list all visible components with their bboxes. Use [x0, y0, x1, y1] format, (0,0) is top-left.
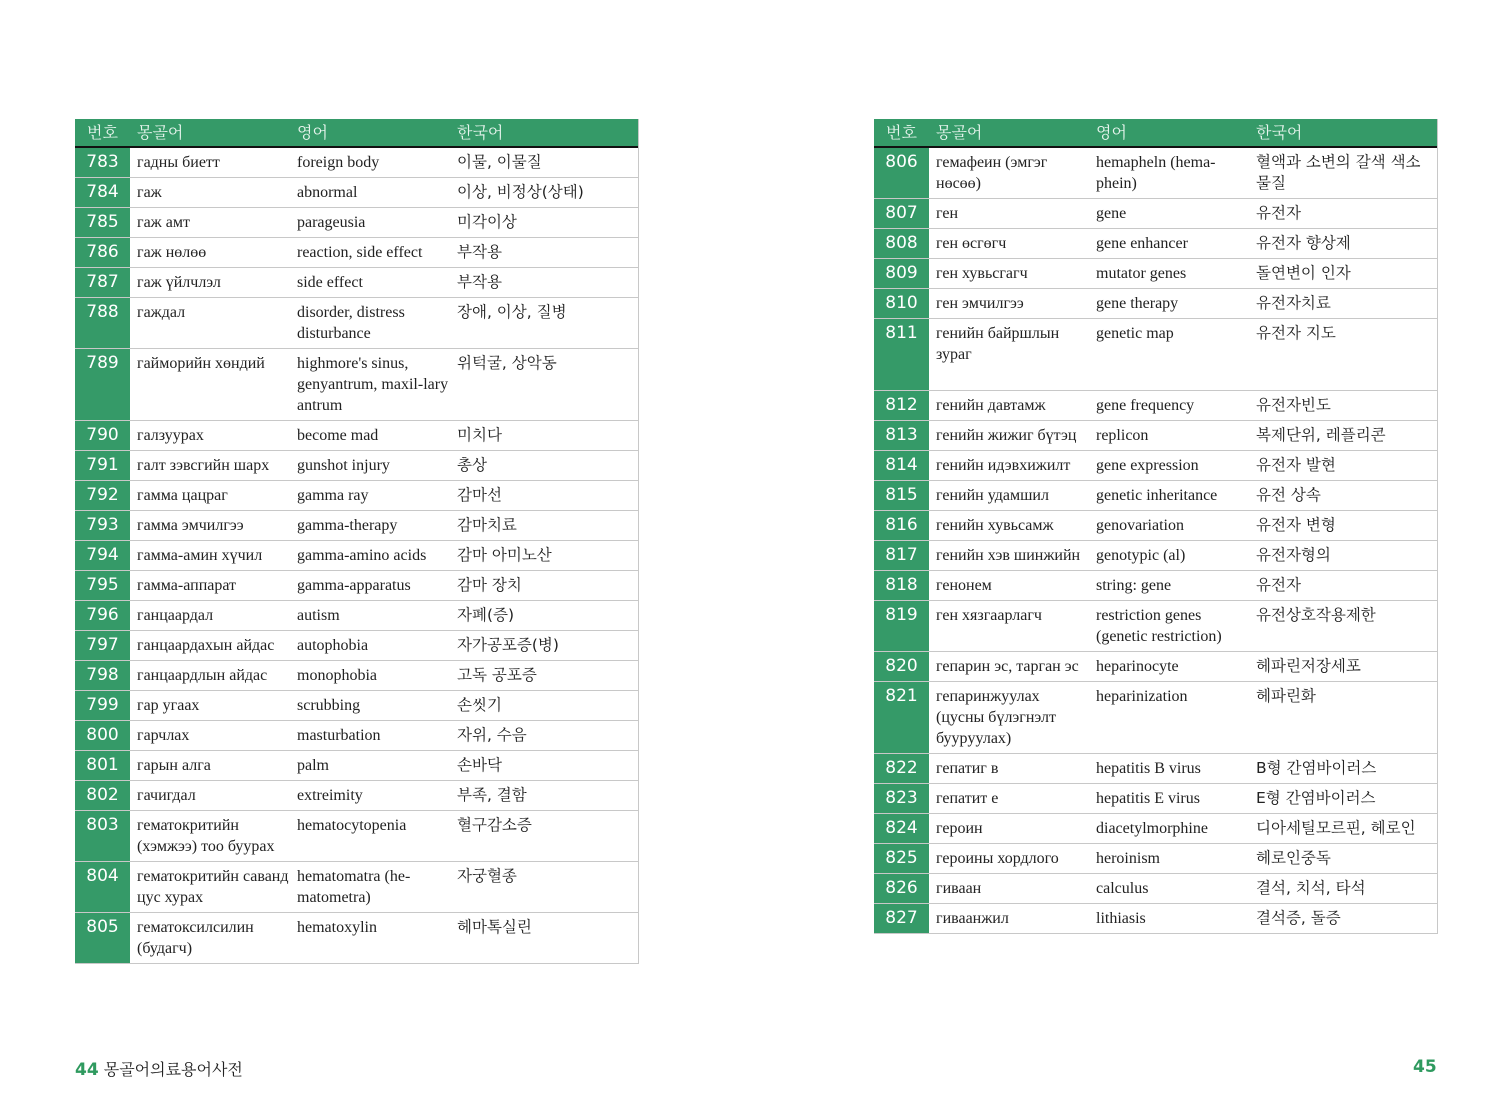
- table-row: [75, 541, 638, 571]
- table-row: [874, 451, 1437, 481]
- korean-term: 유전자형의: [1256, 546, 1331, 564]
- english-term: hepatitis E virus: [1096, 790, 1200, 807]
- korean-term: 디아세틸모르핀, 헤로인: [1256, 819, 1416, 837]
- english-term: gene enhancer: [1096, 235, 1188, 252]
- korean-term: 유전자빈도: [1256, 396, 1331, 414]
- english-term: masturbation: [297, 727, 381, 744]
- table-row: [75, 913, 638, 964]
- mongolian-term: генийн хэв шинжийн: [936, 547, 1081, 564]
- korean-term: 손씻기: [457, 696, 502, 714]
- mongolian-term: героин: [936, 820, 983, 837]
- entry-number: 813: [874, 421, 930, 450]
- korean-term: 유전 상속: [1256, 486, 1321, 504]
- english-term: hematocytopenia: [297, 817, 407, 834]
- entry-number: 784: [75, 178, 131, 207]
- mongolian-term: ганцаардал: [137, 607, 214, 624]
- korean-term: 이물, 이물질: [457, 153, 542, 171]
- entry-number: 820: [874, 652, 930, 681]
- mongolian-term: гарын алга: [137, 757, 211, 774]
- entry-number: 810: [874, 289, 930, 318]
- english-term: gene expression: [1096, 457, 1199, 474]
- entry-number: 793: [75, 511, 131, 540]
- mongolian-term: гамма-аппарат: [137, 577, 237, 594]
- entry-number: 790: [75, 421, 131, 450]
- korean-term: 헤마톡실린: [457, 918, 532, 936]
- table-row: [75, 571, 638, 601]
- korean-term: 손바닥: [457, 756, 502, 774]
- english-term: lithiasis: [1096, 910, 1146, 927]
- entry-number: 811: [874, 319, 930, 390]
- mongolian-term: гаж амт: [137, 214, 190, 231]
- english-term: reaction, side effect: [297, 244, 423, 261]
- table-row: [874, 874, 1437, 904]
- mongolian-term: генонем: [936, 577, 992, 594]
- korean-term: 부작용: [457, 273, 502, 291]
- english-term: genovariation: [1096, 517, 1184, 534]
- mongolian-term: генийн байршлын зураг: [936, 325, 1060, 363]
- entry-number: 804: [75, 862, 131, 912]
- english-term: foreign body: [297, 154, 380, 171]
- korean-term: 부작용: [457, 243, 502, 261]
- entry-number: 827: [874, 904, 930, 933]
- table-row: [75, 178, 638, 208]
- english-term: abnormal: [297, 184, 358, 201]
- page-number: 45: [1413, 1057, 1437, 1077]
- entry-number: 817: [874, 541, 930, 570]
- table-row: [75, 481, 638, 511]
- header-english: 영어: [297, 123, 328, 142]
- header-korean: 한국어: [1256, 123, 1303, 142]
- entry-number: 799: [75, 691, 131, 720]
- mongolian-term: галзуурах: [137, 427, 204, 444]
- mongolian-term: гаж: [137, 184, 162, 201]
- mongolian-term: гаж үйлчлэл: [137, 274, 221, 291]
- entry-number: 806: [874, 148, 930, 198]
- left-term-table: [75, 119, 639, 964]
- mongolian-term: гар угаах: [137, 697, 200, 714]
- entry-number: 818: [874, 571, 930, 600]
- mongolian-term: ген хувьсгагч: [936, 265, 1028, 282]
- korean-term: E형 간염바이러스: [1256, 789, 1376, 807]
- english-term: hepatitis B virus: [1096, 760, 1201, 777]
- mongolian-term: гематокритийн (хэмжээ) тоо буурах: [137, 817, 275, 855]
- table-row: [874, 682, 1437, 754]
- korean-term: 미각이상: [457, 213, 517, 231]
- entry-number: 792: [75, 481, 131, 510]
- mongolian-term: гамма цацраг: [137, 487, 228, 504]
- english-term: parageusia: [297, 214, 366, 231]
- table-row: [874, 421, 1437, 451]
- english-term: gamma-apparatus: [297, 577, 411, 594]
- table-row: [874, 784, 1437, 814]
- korean-term: 자위, 수음: [457, 726, 527, 744]
- english-term: gene frequency: [1096, 397, 1195, 414]
- english-term: hematoxylin: [297, 919, 377, 936]
- entry-number: 788: [75, 298, 131, 348]
- entry-number: 822: [874, 754, 930, 783]
- mongolian-term: гемафеин (эмгэг нөсөө): [936, 154, 1048, 192]
- english-term: gene therapy: [1096, 295, 1179, 312]
- entry-number: 816: [874, 511, 930, 540]
- table-header: [75, 119, 638, 148]
- korean-term: 유전자치료: [1256, 294, 1331, 312]
- english-term: palm: [297, 757, 329, 774]
- korean-term: 감마 장치: [457, 576, 522, 594]
- table-row: [75, 811, 638, 862]
- entry-number: 783: [75, 148, 131, 177]
- korean-term: 고독 공포증: [457, 666, 537, 684]
- korean-term: 결석, 치석, 타석: [1256, 879, 1366, 897]
- table-row: [75, 781, 638, 811]
- korean-term: 유전자 발현: [1256, 456, 1336, 474]
- korean-term: 혈액과 소변의 갈색 색소 물질: [1256, 153, 1421, 192]
- korean-term: 감마 아미노산: [457, 546, 552, 564]
- book-title: 몽골어의료용어사전: [103, 1060, 243, 1079]
- korean-term: 복제단위, 레플리콘: [1256, 426, 1386, 444]
- english-term: string: gene: [1096, 577, 1172, 594]
- entry-number: 821: [874, 682, 930, 753]
- table-row: [75, 661, 638, 691]
- korean-term: 이상, 비정상(상태): [457, 183, 584, 201]
- entry-number: 795: [75, 571, 131, 600]
- table-row: [75, 631, 638, 661]
- mongolian-term: ген өсгөгч: [936, 235, 1007, 252]
- mongolian-term: гепаринжуулах (цусны бүлэгнэлт буурyулах): [936, 688, 1056, 747]
- page-number: 44: [75, 1060, 99, 1080]
- entry-number: 807: [874, 199, 930, 228]
- mongolian-term: генийн удамшил: [936, 487, 1049, 504]
- mongolian-term: гамма-амин хүчил: [137, 547, 263, 564]
- korean-term: 장애, 이상, 질병: [457, 303, 567, 321]
- mongolian-term: гепарин эс, тарган эс: [936, 658, 1079, 675]
- entry-number: 809: [874, 259, 930, 288]
- korean-term: 돌연변이 인자: [1256, 264, 1351, 282]
- mongolian-term: гепатиг в: [936, 760, 999, 777]
- korean-term: 결석증, 돌증: [1256, 909, 1341, 927]
- table-row: [75, 511, 638, 541]
- mongolian-term: галт зэвсгийн шарх: [137, 457, 270, 474]
- header-number: 번호: [87, 123, 118, 142]
- entry-number: 796: [75, 601, 131, 630]
- korean-term: 유전자: [1256, 576, 1301, 594]
- table-row: [75, 862, 638, 913]
- table-row: [874, 319, 1437, 391]
- mongolian-term: гепатит е: [936, 790, 999, 807]
- entry-number: 819: [874, 601, 930, 651]
- english-term: replicon: [1096, 427, 1149, 444]
- korean-term: 유전상호작용제한: [1256, 606, 1376, 624]
- entry-number: 789: [75, 349, 131, 420]
- table-row: [75, 601, 638, 631]
- mongolian-term: генийн хувьсамж: [936, 517, 1054, 534]
- mongolian-term: гачигдал: [137, 787, 196, 804]
- mongolian-term: ганцаардахын айдас: [137, 637, 275, 654]
- entry-number: 826: [874, 874, 930, 903]
- entry-number: 801: [75, 751, 131, 780]
- mongolian-term: генийн давтамж: [936, 397, 1046, 414]
- english-term: autism: [297, 607, 340, 624]
- english-term: diacetylmorphine: [1096, 820, 1208, 837]
- english-term: gamma-amino acids: [297, 547, 427, 564]
- entry-number: 815: [874, 481, 930, 510]
- english-term: hemapheln (hema-phein): [1096, 154, 1216, 192]
- mongolian-term: гиваанжил: [936, 910, 1009, 927]
- entry-number: 803: [75, 811, 131, 861]
- table-row: [75, 148, 638, 178]
- right-term-table: [874, 119, 1438, 934]
- mongolian-term: гиваан: [936, 880, 982, 897]
- table-row: [874, 652, 1437, 682]
- table-row: [75, 268, 638, 298]
- table-row: [874, 601, 1437, 652]
- english-term: heparinization: [1096, 688, 1188, 705]
- english-term: become mad: [297, 427, 379, 444]
- korean-term: 유전자 변형: [1256, 516, 1336, 534]
- table-row: [874, 904, 1437, 934]
- table-row: [75, 451, 638, 481]
- mongolian-term: гаждал: [137, 304, 186, 321]
- english-term: disorder, distress disturbance: [297, 304, 405, 342]
- mongolian-term: гематокритийн саванд цус хурах: [137, 868, 289, 906]
- korean-term: 유전자: [1256, 204, 1301, 222]
- korean-term: B형 간염바이러스: [1256, 759, 1377, 777]
- table-header: [874, 119, 1437, 148]
- mongolian-term: ген: [936, 205, 959, 222]
- entry-number: 791: [75, 451, 131, 480]
- korean-term: 자궁혈종: [457, 867, 517, 885]
- entry-number: 794: [75, 541, 131, 570]
- entry-number: 805: [75, 913, 131, 963]
- korean-term: 헤파린저장세포: [1256, 657, 1361, 675]
- header-mongolian: 몽골어: [137, 123, 184, 142]
- table-row: [75, 349, 638, 421]
- english-term: monophobia: [297, 667, 377, 684]
- table-row: [75, 751, 638, 781]
- mongolian-term: гамма эмчилгээ: [137, 517, 244, 534]
- table-row: [874, 259, 1437, 289]
- table-row: [874, 541, 1437, 571]
- mongolian-term: ганцаардлын айдас: [137, 667, 268, 684]
- table-row: [874, 148, 1437, 199]
- table-row: [75, 208, 638, 238]
- english-term: heroinism: [1096, 850, 1160, 867]
- korean-term: 감마선: [457, 486, 502, 504]
- mongolian-term: гадны биетт: [137, 154, 220, 171]
- english-term: calculus: [1096, 880, 1149, 897]
- table-row: [75, 298, 638, 349]
- entry-number: 814: [874, 451, 930, 480]
- korean-term: 미치다: [457, 426, 502, 444]
- table-row: [874, 511, 1437, 541]
- mongolian-term: ген эмчилгээ: [936, 295, 1024, 312]
- korean-term: 혈구감소증: [457, 816, 532, 834]
- english-term: gene: [1096, 205, 1127, 222]
- korean-term: 자가공포증(병): [457, 636, 559, 654]
- english-term: scrubbing: [297, 697, 361, 714]
- mongolian-term: ген хязгаарлагч: [936, 607, 1042, 624]
- left-footer: [75, 1057, 243, 1080]
- english-term: mutator genes: [1096, 265, 1187, 282]
- mongolian-term: гематоксилсилин (будагч): [137, 919, 254, 957]
- header-mongolian: 몽골어: [936, 123, 983, 142]
- korean-term: 위턱굴, 상악동: [457, 354, 557, 372]
- table-row: [75, 721, 638, 751]
- entry-number: 800: [75, 721, 131, 750]
- korean-term: 자폐(증): [457, 606, 515, 624]
- english-term: genetic map: [1096, 325, 1174, 342]
- korean-term: 헤로인중독: [1256, 849, 1331, 867]
- korean-term: 유전자 향상제: [1256, 234, 1351, 252]
- english-term: genotypic (al): [1096, 547, 1186, 564]
- english-term: heparinocyte: [1096, 658, 1179, 675]
- entry-number: 824: [874, 814, 930, 843]
- english-term: hematomatra (he-matometra): [297, 868, 411, 906]
- table-row: [874, 481, 1437, 511]
- entry-number: 785: [75, 208, 131, 237]
- english-term: highmore's sinus, genyantrum, maxil-lary antrum: [297, 355, 449, 414]
- entry-number: 786: [75, 238, 131, 267]
- table-row: [874, 229, 1437, 259]
- table-row: [75, 238, 638, 268]
- table-row: [75, 691, 638, 721]
- korean-term: 총상: [457, 456, 487, 474]
- mongolian-term: генийн жижиг бүтэц: [936, 427, 1077, 444]
- mongolian-term: гарчлах: [137, 727, 190, 744]
- korean-term: 부족, 결함: [457, 786, 527, 804]
- entry-number: 825: [874, 844, 930, 873]
- table-row: [75, 421, 638, 451]
- mongolian-term: гайморийн хөндий: [137, 355, 265, 372]
- entry-number: 812: [874, 391, 930, 420]
- english-term: genetic inheritance: [1096, 487, 1218, 504]
- korean-term: 감마치료: [457, 516, 517, 534]
- entry-number: 802: [75, 781, 131, 810]
- table-row: [874, 199, 1437, 229]
- english-term: gamma-therapy: [297, 517, 398, 534]
- header-korean: 한국어: [457, 123, 504, 142]
- mongolian-term: героины хордлого: [936, 850, 1059, 867]
- header-english: 영어: [1096, 123, 1127, 142]
- entry-number: 808: [874, 229, 930, 258]
- table-row: [874, 571, 1437, 601]
- english-term: gamma ray: [297, 487, 369, 504]
- right-footer: [1413, 1057, 1437, 1077]
- korean-term: 유전자 지도: [1256, 324, 1336, 342]
- mongolian-term: генийн идэвхижилт: [936, 457, 1071, 474]
- entry-number: 798: [75, 661, 131, 690]
- entry-number: 797: [75, 631, 131, 660]
- english-term: gunshot injury: [297, 457, 390, 474]
- table-row: [874, 391, 1437, 421]
- table-row: [874, 814, 1437, 844]
- english-term: restriction genes (genetic restriction): [1096, 607, 1222, 645]
- header-number: 번호: [886, 123, 917, 142]
- english-term: autophobia: [297, 637, 369, 654]
- table-row: [874, 844, 1437, 874]
- english-term: side effect: [297, 274, 363, 291]
- entry-number: 787: [75, 268, 131, 297]
- korean-term: 헤파린화: [1256, 687, 1316, 705]
- entry-number: 823: [874, 784, 930, 813]
- mongolian-term: гаж нөлөө: [137, 244, 207, 261]
- english-term: extreimity: [297, 787, 363, 804]
- table-row: [874, 754, 1437, 784]
- table-row: [874, 289, 1437, 319]
